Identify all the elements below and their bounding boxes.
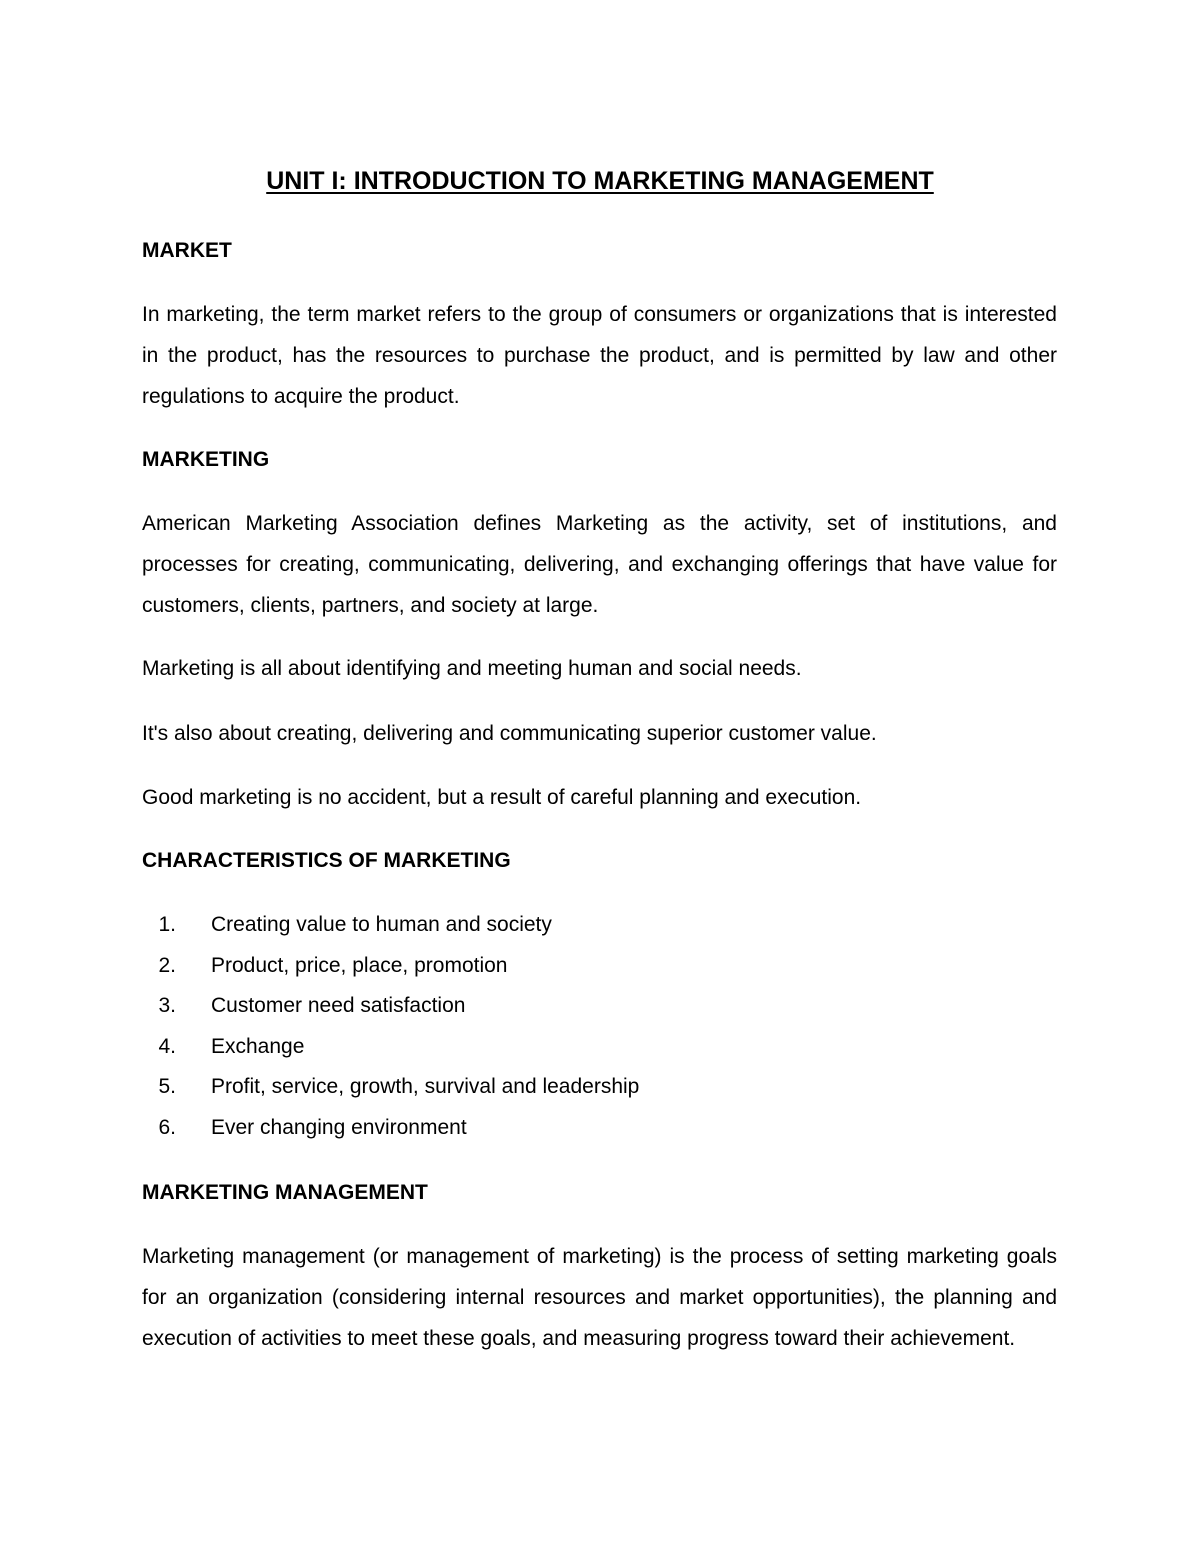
paragraph-ama-definition: American Marketing Association defines Marketing as the activity, set of institutions, and processes for creating, communicating, delivering, and exchanging offerings that have value for customers, clients, partners, and society at large. [142, 512, 1057, 617]
list-item-number: 4. [158, 1034, 176, 1058]
paragraph-marketing-value: It's also about creating, delivering and communicating superior customer value. [142, 722, 877, 745]
document-title: UNIT I: INTRODUCTION TO MARKETING MANAGEMENT [266, 167, 934, 195]
list-item-text: Creating value to human and society [211, 913, 552, 936]
paragraph-marketing-planning: Good marketing is no accident, but a result of careful planning and execution. [142, 786, 862, 809]
list-item [142, 946, 639, 987]
heading-marketing: MARKETING [142, 448, 270, 471]
list-item [142, 986, 639, 1027]
list-item-text: Profit, service, growth, survival and leadership [211, 1075, 640, 1099]
list-item [142, 905, 639, 946]
list-item-number: 3. [158, 994, 176, 1018]
characteristics-list [142, 905, 639, 1149]
list-item-number: 5. [158, 1075, 176, 1099]
list-item-number: 6. [158, 1115, 176, 1139]
list-item [142, 1027, 639, 1068]
list-item-text: Customer need satisfaction [211, 994, 466, 1018]
heading-marketing-management: MARKETING MANAGEMENT [142, 1181, 428, 1204]
list-item [142, 1108, 639, 1149]
list-item-text: Product, price, place, promotion [211, 953, 508, 977]
list-item-text: Ever changing environment [211, 1115, 467, 1139]
heading-characteristics: CHARACTERISTICS OF MARKETING [142, 849, 511, 872]
list-item-number: 1. [158, 913, 176, 936]
paragraph-marketing-management-definition: Marketing management (or management of marketing) is the process of setting marketing goals for an organization (considering internal resources and market opportunities), the planning and execution of activities to meet these goals, and measuring progress toward their achievement. [142, 1245, 1057, 1350]
list-item [142, 1067, 639, 1108]
paragraph-marketing-needs: Marketing is all about identifying and meeting human and social needs. [142, 657, 802, 680]
list-item-number: 2. [158, 953, 176, 977]
paragraph-market-definition: In marketing, the term market refers to the group of consumers or organizations that is interested in the product, has the resources to purchase the product, and is permitted by law and other regulations to acquire the product. [142, 303, 1057, 408]
list-item-text: Exchange [211, 1034, 305, 1058]
heading-market: MARKET [142, 239, 232, 262]
